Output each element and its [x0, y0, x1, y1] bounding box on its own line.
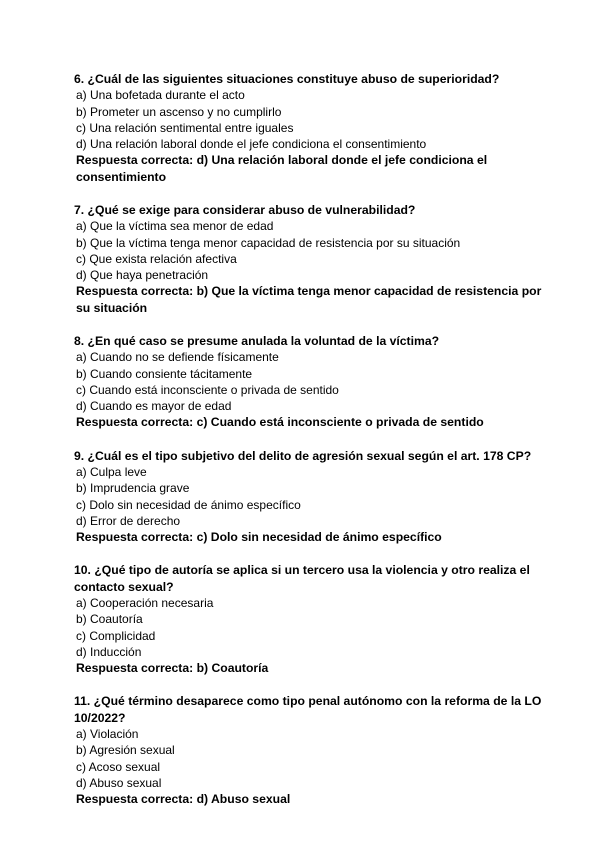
option-c: c) Dolo sin necesidad de ánimo específico — [76, 497, 301, 512]
option-b: b) Cuando consiente tácitamente — [76, 366, 253, 381]
question-6 — [74, 71, 554, 185]
option-d: d) Cuando es mayor de edad — [76, 399, 232, 414]
question-title: 8. ¿En qué caso se presume anulada la voluntad de la víctima? — [74, 334, 440, 349]
correct-answer: Respuesta correcta: d) Abuso sexual — [76, 791, 291, 806]
correct-answer: Respuesta correcta: b) Que la víctima tenga menor capacidad de resistencia por su situación — [76, 284, 542, 315]
question-9 — [74, 448, 554, 546]
option-c: c) Una relación sentimental entre iguales — [76, 120, 294, 135]
option-c: c) Cuando está inconsciente o privada de sentido — [76, 382, 339, 397]
option-c: c) Acoso sexual — [76, 759, 161, 774]
option-a: a) Violación — [76, 727, 139, 742]
option-a: a) Cooperación necesaria — [76, 596, 214, 611]
correct-answer: Respuesta correcta: b) Coautoría — [76, 660, 269, 675]
correct-answer: Respuesta correcta: d) Una relación laboral donde el jefe condiciona el consentimiento — [76, 153, 488, 184]
option-a: a) Una bofetada durante el acto — [76, 88, 245, 103]
question-title: 10. ¿Qué tipo de autoría se aplica si un tercero usa la violencia y otro realiza el contacto sexual? — [74, 563, 530, 594]
option-d: d) Error de derecho — [76, 513, 181, 528]
option-d: d) Una relación laboral donde el jefe condiciona el consentimiento — [76, 137, 427, 152]
option-c: c) Que exista relación afectiva — [76, 251, 237, 266]
option-d: d) Inducción — [76, 644, 142, 659]
correct-answer: Respuesta correcta: c) Dolo sin necesidad de ánimo específico — [76, 529, 442, 544]
option-a: a) Culpa leve — [76, 465, 147, 480]
correct-answer: Respuesta correcta: c) Cuando está inconsciente o privada de sentido — [76, 415, 484, 430]
question-title: 11. ¿Qué término desaparece como tipo penal autónomo con la reforma de la LO 10/2022? — [74, 694, 542, 725]
question-title: 7. ¿Qué se exige para considerar abuso de vulnerabilidad? — [74, 203, 416, 218]
option-d: d) Abuso sexual — [76, 775, 162, 790]
option-b: b) Agresión sexual — [76, 743, 175, 758]
option-d: d) Que haya penetración — [76, 268, 209, 283]
question-title: 6. ¿Cuál de las siguientes situaciones constituye abuso de superioridad? — [74, 72, 500, 86]
question-11 — [74, 693, 554, 807]
option-b: b) Imprudencia grave — [76, 481, 190, 496]
question-7 — [74, 202, 554, 316]
document-page — [74, 71, 554, 824]
option-b: b) Prometer un ascenso y no cumplirlo — [76, 104, 282, 119]
option-a: a) Cuando no se defiende físicamente — [76, 350, 279, 365]
option-b: b) Que la víctima tenga menor capacidad de resistencia por su situación — [76, 235, 461, 250]
question-8 — [74, 333, 554, 431]
question-10 — [74, 562, 554, 676]
option-b: b) Coautoría — [76, 612, 143, 627]
option-c: c) Complicidad — [76, 628, 156, 643]
question-title: 9. ¿Cuál es el tipo subjetivo del delito de agresión sexual según el art. 178 CP? — [74, 448, 532, 463]
option-a: a) Que la víctima sea menor de edad — [76, 219, 274, 234]
